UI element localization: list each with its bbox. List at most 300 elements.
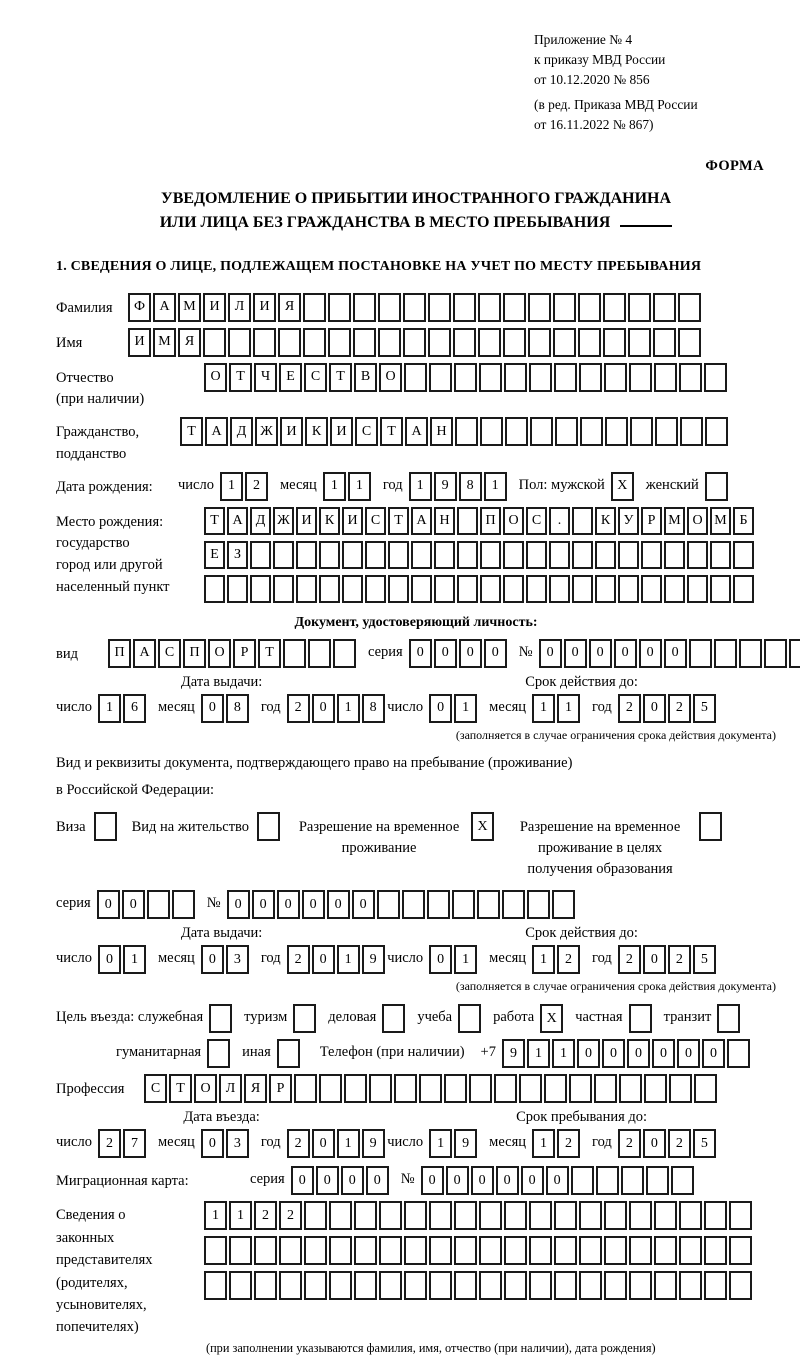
char-cell[interactable] (679, 1201, 702, 1230)
char-cell[interactable]: Р (233, 639, 256, 668)
char-cell[interactable] (388, 575, 409, 603)
char-cell[interactable]: 2 (287, 1129, 310, 1158)
char-cell[interactable]: В (354, 363, 377, 392)
char-cell[interactable] (434, 541, 455, 569)
char-cell[interactable] (596, 1166, 619, 1195)
char-cell[interactable] (595, 541, 616, 569)
char-cell[interactable] (411, 575, 432, 603)
char-cell[interactable] (378, 328, 401, 357)
char-cell[interactable] (579, 1201, 602, 1230)
char-cell[interactable] (641, 541, 662, 569)
char-cell[interactable]: 7 (123, 1129, 146, 1158)
char-cell[interactable]: 0 (627, 1039, 650, 1068)
char-cell[interactable] (411, 541, 432, 569)
char-cell[interactable] (603, 328, 626, 357)
char-cell[interactable]: Е (279, 363, 302, 392)
char-cell[interactable] (503, 541, 524, 569)
char-cell[interactable] (694, 1074, 717, 1103)
char-cell[interactable] (478, 293, 501, 322)
char-cell[interactable]: С (304, 363, 327, 392)
char-cell[interactable]: 0 (302, 890, 325, 919)
char-cell[interactable] (353, 328, 376, 357)
char-cell[interactable] (354, 1201, 377, 1230)
char-cell[interactable] (739, 639, 762, 668)
checkbox-purpose-work[interactable]: X (540, 1004, 563, 1033)
char-cell[interactable] (679, 1236, 702, 1265)
char-cell[interactable] (303, 293, 326, 322)
char-cell[interactable] (503, 575, 524, 603)
char-cell[interactable]: 1 (557, 694, 580, 723)
char-cell[interactable] (578, 328, 601, 357)
char-cell[interactable] (554, 1201, 577, 1230)
char-cell[interactable] (254, 1236, 277, 1265)
char-cell[interactable] (304, 1201, 327, 1230)
char-cell[interactable]: Е (204, 541, 225, 569)
char-cell[interactable] (679, 1271, 702, 1300)
char-cell[interactable] (544, 1074, 567, 1103)
char-cell[interactable]: 1 (429, 1129, 452, 1158)
char-cell[interactable] (283, 639, 306, 668)
char-cell[interactable] (654, 1236, 677, 1265)
char-cell[interactable]: 0 (471, 1166, 494, 1195)
char-cell[interactable] (479, 1201, 502, 1230)
char-cell[interactable] (553, 293, 576, 322)
char-cell[interactable]: М (664, 507, 685, 535)
char-cell[interactable]: 0 (352, 890, 375, 919)
char-cell[interactable]: Н (434, 507, 455, 535)
char-cell[interactable]: 2 (245, 472, 268, 501)
char-cell[interactable]: 2 (287, 945, 310, 974)
char-cell[interactable] (354, 1271, 377, 1300)
char-cell[interactable]: К (319, 507, 340, 535)
checkbox-sex-female[interactable] (705, 472, 728, 501)
char-cell[interactable]: С (355, 417, 378, 446)
char-cell[interactable] (618, 575, 639, 603)
char-cell[interactable]: 1 (204, 1201, 227, 1230)
char-cell[interactable] (687, 575, 708, 603)
char-cell[interactable] (629, 1236, 652, 1265)
char-cell[interactable] (530, 417, 553, 446)
char-cell[interactable] (729, 1271, 752, 1300)
char-cell[interactable] (729, 1236, 752, 1265)
char-cell[interactable] (428, 293, 451, 322)
char-cell[interactable]: С (144, 1074, 167, 1103)
char-cell[interactable]: Я (178, 328, 201, 357)
char-cell[interactable] (273, 541, 294, 569)
char-cell[interactable] (644, 1074, 667, 1103)
char-cell[interactable] (228, 328, 251, 357)
char-cell[interactable] (579, 1236, 602, 1265)
char-cell[interactable]: 1 (337, 945, 360, 974)
char-cell[interactable] (253, 328, 276, 357)
checkbox-purpose-other[interactable] (277, 1039, 300, 1068)
char-cell[interactable] (452, 890, 475, 919)
char-cell[interactable] (402, 890, 425, 919)
char-cell[interactable]: 2 (668, 694, 691, 723)
char-cell[interactable] (379, 1271, 402, 1300)
char-cell[interactable] (388, 541, 409, 569)
char-cell[interactable]: 1 (527, 1039, 550, 1068)
char-cell[interactable] (704, 1271, 727, 1300)
char-cell[interactable] (428, 328, 451, 357)
char-cell[interactable] (604, 1271, 627, 1300)
char-cell[interactable]: Л (219, 1074, 242, 1103)
char-cell[interactable]: 2 (557, 1129, 580, 1158)
char-cell[interactable] (529, 1201, 552, 1230)
char-cell[interactable]: И (280, 417, 303, 446)
checkbox-purpose-official[interactable] (209, 1004, 232, 1033)
char-cell[interactable] (403, 328, 426, 357)
char-cell[interactable]: 0 (484, 639, 507, 668)
checkbox-visa[interactable] (94, 812, 117, 841)
char-cell[interactable]: 0 (277, 890, 300, 919)
char-cell[interactable] (344, 1074, 367, 1103)
char-cell[interactable] (227, 575, 248, 603)
char-cell[interactable] (478, 328, 501, 357)
char-cell[interactable] (504, 363, 527, 392)
char-cell[interactable]: 2 (98, 1129, 121, 1158)
char-cell[interactable]: Т (169, 1074, 192, 1103)
checkbox-purpose-study[interactable] (458, 1004, 481, 1033)
char-cell[interactable] (595, 575, 616, 603)
char-cell[interactable] (572, 541, 593, 569)
char-cell[interactable]: Б (733, 507, 754, 535)
char-cell[interactable]: Т (329, 363, 352, 392)
char-cell[interactable]: О (379, 363, 402, 392)
char-cell[interactable] (419, 1074, 442, 1103)
char-cell[interactable] (278, 328, 301, 357)
char-cell[interactable]: 1 (532, 694, 555, 723)
char-cell[interactable] (354, 1236, 377, 1265)
char-cell[interactable] (494, 1074, 517, 1103)
char-cell[interactable]: 0 (201, 694, 224, 723)
char-cell[interactable] (579, 363, 602, 392)
char-cell[interactable]: 0 (521, 1166, 544, 1195)
char-cell[interactable]: 1 (552, 1039, 575, 1068)
char-cell[interactable] (604, 1201, 627, 1230)
char-cell[interactable]: П (183, 639, 206, 668)
char-cell[interactable] (304, 1271, 327, 1300)
char-cell[interactable]: 0 (602, 1039, 625, 1068)
char-cell[interactable]: 2 (287, 694, 310, 723)
char-cell[interactable]: 0 (312, 694, 335, 723)
char-cell[interactable] (580, 417, 603, 446)
char-cell[interactable] (454, 1236, 477, 1265)
char-cell[interactable] (572, 575, 593, 603)
char-cell[interactable] (454, 363, 477, 392)
char-cell[interactable] (404, 1271, 427, 1300)
char-cell[interactable] (554, 363, 577, 392)
checkbox-purpose-tourism[interactable] (293, 1004, 316, 1033)
char-cell[interactable]: 0 (227, 890, 250, 919)
char-cell[interactable]: 1 (409, 472, 432, 501)
char-cell[interactable] (503, 328, 526, 357)
char-cell[interactable] (329, 1236, 352, 1265)
char-cell[interactable]: О (194, 1074, 217, 1103)
char-cell[interactable] (303, 328, 326, 357)
char-cell[interactable]: 0 (201, 1129, 224, 1158)
char-cell[interactable]: 9 (502, 1039, 525, 1068)
char-cell[interactable] (571, 1166, 594, 1195)
char-cell[interactable] (273, 575, 294, 603)
checkbox-purpose-transit[interactable] (717, 1004, 740, 1033)
char-cell[interactable] (569, 1074, 592, 1103)
char-cell[interactable]: 5 (693, 694, 716, 723)
char-cell[interactable]: Ф (128, 293, 151, 322)
char-cell[interactable] (503, 293, 526, 322)
char-cell[interactable] (687, 541, 708, 569)
char-cell[interactable]: 1 (123, 945, 146, 974)
char-cell[interactable]: Д (230, 417, 253, 446)
char-cell[interactable] (296, 575, 317, 603)
char-cell[interactable] (457, 541, 478, 569)
char-cell[interactable]: 3 (226, 1129, 249, 1158)
char-cell[interactable] (504, 1271, 527, 1300)
char-cell[interactable] (319, 575, 340, 603)
char-cell[interactable] (377, 890, 400, 919)
char-cell[interactable]: О (687, 507, 708, 535)
char-cell[interactable] (304, 1236, 327, 1265)
char-cell[interactable]: О (503, 507, 524, 535)
char-cell[interactable]: 0 (539, 639, 562, 668)
char-cell[interactable] (714, 639, 737, 668)
char-cell[interactable]: 2 (254, 1201, 277, 1230)
char-cell[interactable]: 0 (496, 1166, 519, 1195)
checkbox-temp-residence-edu[interactable] (699, 812, 722, 841)
char-cell[interactable] (308, 639, 331, 668)
char-cell[interactable] (333, 639, 356, 668)
char-cell[interactable] (528, 328, 551, 357)
char-cell[interactable]: . (549, 507, 570, 535)
char-cell[interactable]: 0 (652, 1039, 675, 1068)
char-cell[interactable] (669, 1074, 692, 1103)
char-cell[interactable] (628, 293, 651, 322)
char-cell[interactable]: 1 (484, 472, 507, 501)
char-cell[interactable] (204, 1236, 227, 1265)
char-cell[interactable]: И (203, 293, 226, 322)
char-cell[interactable]: Т (380, 417, 403, 446)
checkbox-purpose-private[interactable] (629, 1004, 652, 1033)
char-cell[interactable] (434, 575, 455, 603)
char-cell[interactable] (549, 541, 570, 569)
char-cell[interactable]: 9 (362, 945, 385, 974)
char-cell[interactable] (646, 1166, 669, 1195)
char-cell[interactable] (689, 639, 712, 668)
char-cell[interactable]: 1 (323, 472, 346, 501)
char-cell[interactable]: Т (180, 417, 203, 446)
char-cell[interactable]: 5 (693, 1129, 716, 1158)
char-cell[interactable] (529, 363, 552, 392)
char-cell[interactable] (621, 1166, 644, 1195)
char-cell[interactable] (594, 1074, 617, 1103)
char-cell[interactable]: К (595, 507, 616, 535)
char-cell[interactable] (671, 1166, 694, 1195)
char-cell[interactable]: 2 (279, 1201, 302, 1230)
char-cell[interactable]: 0 (429, 945, 452, 974)
char-cell[interactable] (680, 417, 703, 446)
char-cell[interactable] (429, 1271, 452, 1300)
char-cell[interactable]: 9 (434, 472, 457, 501)
checkbox-sex-male[interactable]: X (611, 472, 634, 501)
char-cell[interactable]: 0 (614, 639, 637, 668)
char-cell[interactable]: 1 (220, 472, 243, 501)
char-cell[interactable]: А (205, 417, 228, 446)
char-cell[interactable]: Ч (254, 363, 277, 392)
char-cell[interactable]: 0 (643, 945, 666, 974)
char-cell[interactable] (555, 417, 578, 446)
char-cell[interactable]: У (618, 507, 639, 535)
char-cell[interactable]: Н (430, 417, 453, 446)
char-cell[interactable]: 0 (702, 1039, 725, 1068)
char-cell[interactable] (704, 1236, 727, 1265)
char-cell[interactable] (678, 328, 701, 357)
char-cell[interactable]: 0 (421, 1166, 444, 1195)
char-cell[interactable]: П (108, 639, 131, 668)
char-cell[interactable]: 0 (664, 639, 687, 668)
char-cell[interactable]: Р (641, 507, 662, 535)
char-cell[interactable] (250, 541, 271, 569)
char-cell[interactable] (172, 890, 195, 919)
char-cell[interactable]: 3 (226, 945, 249, 974)
char-cell[interactable]: 1 (337, 694, 360, 723)
char-cell[interactable]: 6 (123, 694, 146, 723)
char-cell[interactable]: 2 (618, 945, 641, 974)
char-cell[interactable]: З (227, 541, 248, 569)
char-cell[interactable]: Т (388, 507, 409, 535)
char-cell[interactable] (664, 541, 685, 569)
char-cell[interactable] (704, 1201, 727, 1230)
char-cell[interactable]: П (480, 507, 501, 535)
char-cell[interactable] (654, 1201, 677, 1230)
char-cell[interactable]: Л (228, 293, 251, 322)
char-cell[interactable] (629, 363, 652, 392)
char-cell[interactable] (379, 1236, 402, 1265)
char-cell[interactable] (457, 575, 478, 603)
char-cell[interactable]: 0 (98, 945, 121, 974)
char-cell[interactable]: 0 (434, 639, 457, 668)
char-cell[interactable] (710, 575, 731, 603)
char-cell[interactable]: 2 (668, 1129, 691, 1158)
char-cell[interactable] (604, 363, 627, 392)
char-cell[interactable] (453, 328, 476, 357)
char-cell[interactable] (279, 1271, 302, 1300)
char-cell[interactable] (378, 293, 401, 322)
char-cell[interactable] (527, 890, 550, 919)
char-cell[interactable]: 2 (668, 945, 691, 974)
char-cell[interactable]: А (153, 293, 176, 322)
char-cell[interactable]: 0 (201, 945, 224, 974)
char-cell[interactable] (296, 541, 317, 569)
char-cell[interactable]: С (158, 639, 181, 668)
char-cell[interactable] (204, 1271, 227, 1300)
char-cell[interactable] (578, 293, 601, 322)
char-cell[interactable]: 1 (532, 945, 555, 974)
char-cell[interactable] (250, 575, 271, 603)
char-cell[interactable] (678, 293, 701, 322)
char-cell[interactable] (653, 328, 676, 357)
char-cell[interactable]: И (128, 328, 151, 357)
char-cell[interactable] (628, 328, 651, 357)
char-cell[interactable] (479, 1271, 502, 1300)
char-cell[interactable] (379, 1201, 402, 1230)
char-cell[interactable]: М (710, 507, 731, 535)
char-cell[interactable]: Т (229, 363, 252, 392)
char-cell[interactable] (605, 417, 628, 446)
char-cell[interactable] (457, 507, 478, 535)
char-cell[interactable] (479, 363, 502, 392)
char-cell[interactable]: 2 (618, 694, 641, 723)
char-cell[interactable] (229, 1271, 252, 1300)
char-cell[interactable]: 1 (98, 694, 121, 723)
char-cell[interactable] (147, 890, 170, 919)
char-cell[interactable]: 0 (639, 639, 662, 668)
char-cell[interactable] (619, 1074, 642, 1103)
char-cell[interactable] (629, 1271, 652, 1300)
char-cell[interactable]: 0 (312, 945, 335, 974)
char-cell[interactable]: Я (244, 1074, 267, 1103)
char-cell[interactable] (664, 575, 685, 603)
char-cell[interactable]: 1 (348, 472, 371, 501)
char-cell[interactable] (733, 575, 754, 603)
char-cell[interactable] (653, 293, 676, 322)
char-cell[interactable]: Р (269, 1074, 292, 1103)
char-cell[interactable]: 8 (459, 472, 482, 501)
char-cell[interactable]: Ж (255, 417, 278, 446)
char-cell[interactable] (729, 1201, 752, 1230)
char-cell[interactable]: И (296, 507, 317, 535)
char-cell[interactable] (618, 541, 639, 569)
char-cell[interactable] (764, 639, 787, 668)
char-cell[interactable] (480, 575, 501, 603)
checkbox-purpose-business[interactable] (382, 1004, 405, 1033)
char-cell[interactable] (203, 328, 226, 357)
char-cell[interactable]: 0 (409, 639, 432, 668)
char-cell[interactable] (505, 417, 528, 446)
char-cell[interactable]: Т (258, 639, 281, 668)
char-cell[interactable]: 1 (337, 1129, 360, 1158)
char-cell[interactable] (479, 1236, 502, 1265)
char-cell[interactable] (429, 363, 452, 392)
char-cell[interactable]: 0 (429, 694, 452, 723)
char-cell[interactable] (342, 575, 363, 603)
char-cell[interactable]: 0 (366, 1166, 389, 1195)
char-cell[interactable]: 0 (589, 639, 612, 668)
char-cell[interactable] (679, 363, 702, 392)
char-cell[interactable] (444, 1074, 467, 1103)
char-cell[interactable] (519, 1074, 542, 1103)
char-cell[interactable] (329, 1271, 352, 1300)
char-cell[interactable] (552, 890, 575, 919)
char-cell[interactable]: 0 (546, 1166, 569, 1195)
char-cell[interactable] (603, 293, 626, 322)
char-cell[interactable] (469, 1074, 492, 1103)
char-cell[interactable] (328, 328, 351, 357)
char-cell[interactable]: 2 (557, 945, 580, 974)
char-cell[interactable]: С (526, 507, 547, 535)
char-cell[interactable]: 0 (312, 1129, 335, 1158)
char-cell[interactable] (454, 1201, 477, 1230)
char-cell[interactable] (453, 293, 476, 322)
char-cell[interactable]: 0 (459, 639, 482, 668)
char-cell[interactable] (705, 417, 728, 446)
char-cell[interactable] (477, 890, 500, 919)
char-cell[interactable] (480, 541, 501, 569)
checkbox-purpose-humanitarian[interactable] (207, 1039, 230, 1068)
char-cell[interactable]: 1 (454, 945, 477, 974)
char-cell[interactable] (427, 890, 450, 919)
char-cell[interactable] (204, 575, 225, 603)
char-cell[interactable]: М (178, 293, 201, 322)
